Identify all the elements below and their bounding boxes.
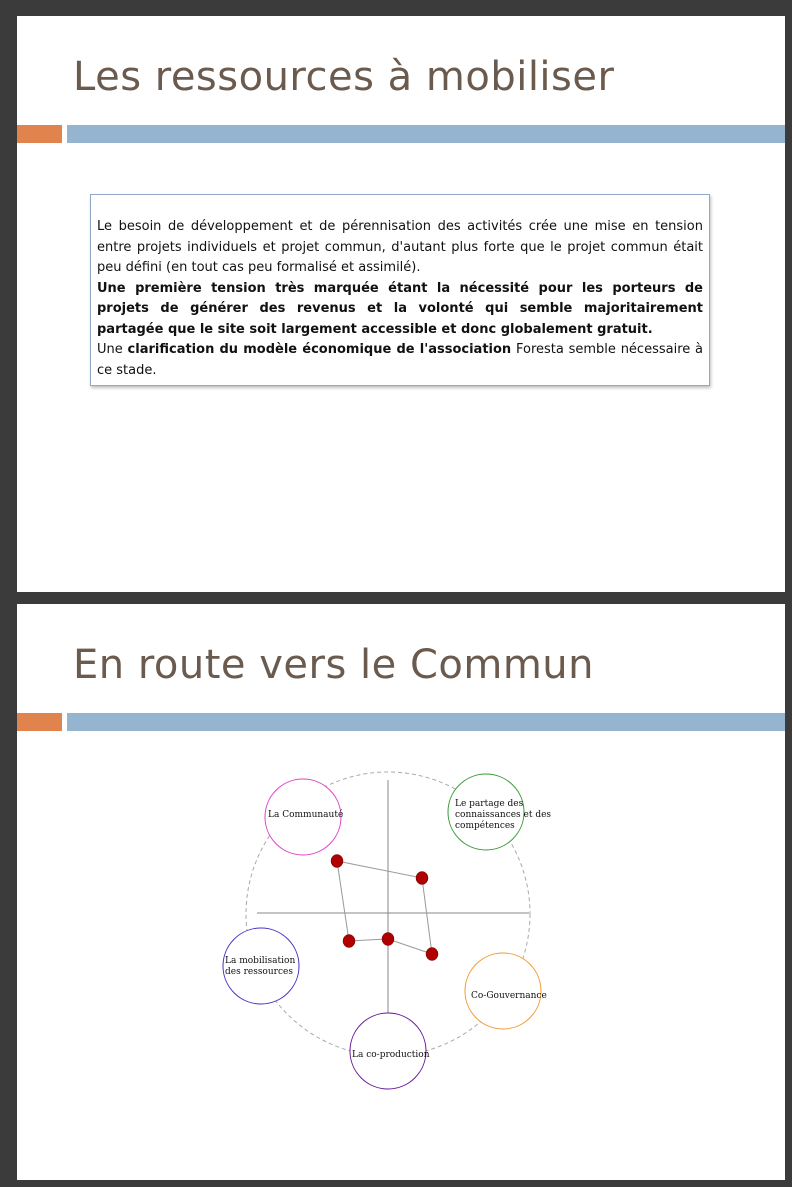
slide-2 [17,604,785,1180]
paragraph-1: Le besoin de développement et de pérennisation des activités crée une mise en tension entre projets individuels et projet commun, d'autant plus forte que le projet commun était peu défini (en tout cas peu formalisé et assimilé). [97,219,703,275]
slide-1 [17,16,785,592]
data-point [416,872,428,885]
label-partage [455,799,554,831]
label-production: La co-production [352,1050,430,1060]
label-partage-line-2: connaissances et des [455,810,552,820]
text-box [90,194,710,386]
data-point [426,948,438,961]
label-partage-line-3: compétences [455,821,515,831]
data-point [343,935,355,948]
label-mobilisation [225,956,298,977]
accent-bar-orange [17,125,62,143]
label-mobilisation-line-1: La mobilisation [225,956,296,966]
slide-title: En route vers le Commun [73,642,594,688]
paragraph-2: Une première tension très marquée étant la nécessité pour les porteurs de projets de générer des revenus et la volonté qui semble majoritairement partagée que le site soit largement accessible et donc globalement gratuit. [97,280,703,337]
data-point [331,855,343,868]
data-point [382,933,394,946]
paragraph-3 [97,340,703,381]
commun-diagram [17,604,785,1180]
paragraph-3-start: Une [97,342,128,357]
label-gouvernance: Co-Gouvernance [471,991,547,1001]
label-mobilisation-line-2: des ressources [225,967,293,977]
paragraph-3-end: Foresta semble nécessaire à ce stade. [97,342,704,378]
label-communaute: La Communauté [268,810,344,820]
circle-mobilisation [223,928,299,1004]
paragraph-3-bold: clarification du modèle économique de l'association [127,342,512,357]
label-partage-line-1: Le partage des [455,799,524,809]
accent-bar-blue [67,125,785,143]
slide-title: Les ressources à mobiliser [73,54,615,100]
